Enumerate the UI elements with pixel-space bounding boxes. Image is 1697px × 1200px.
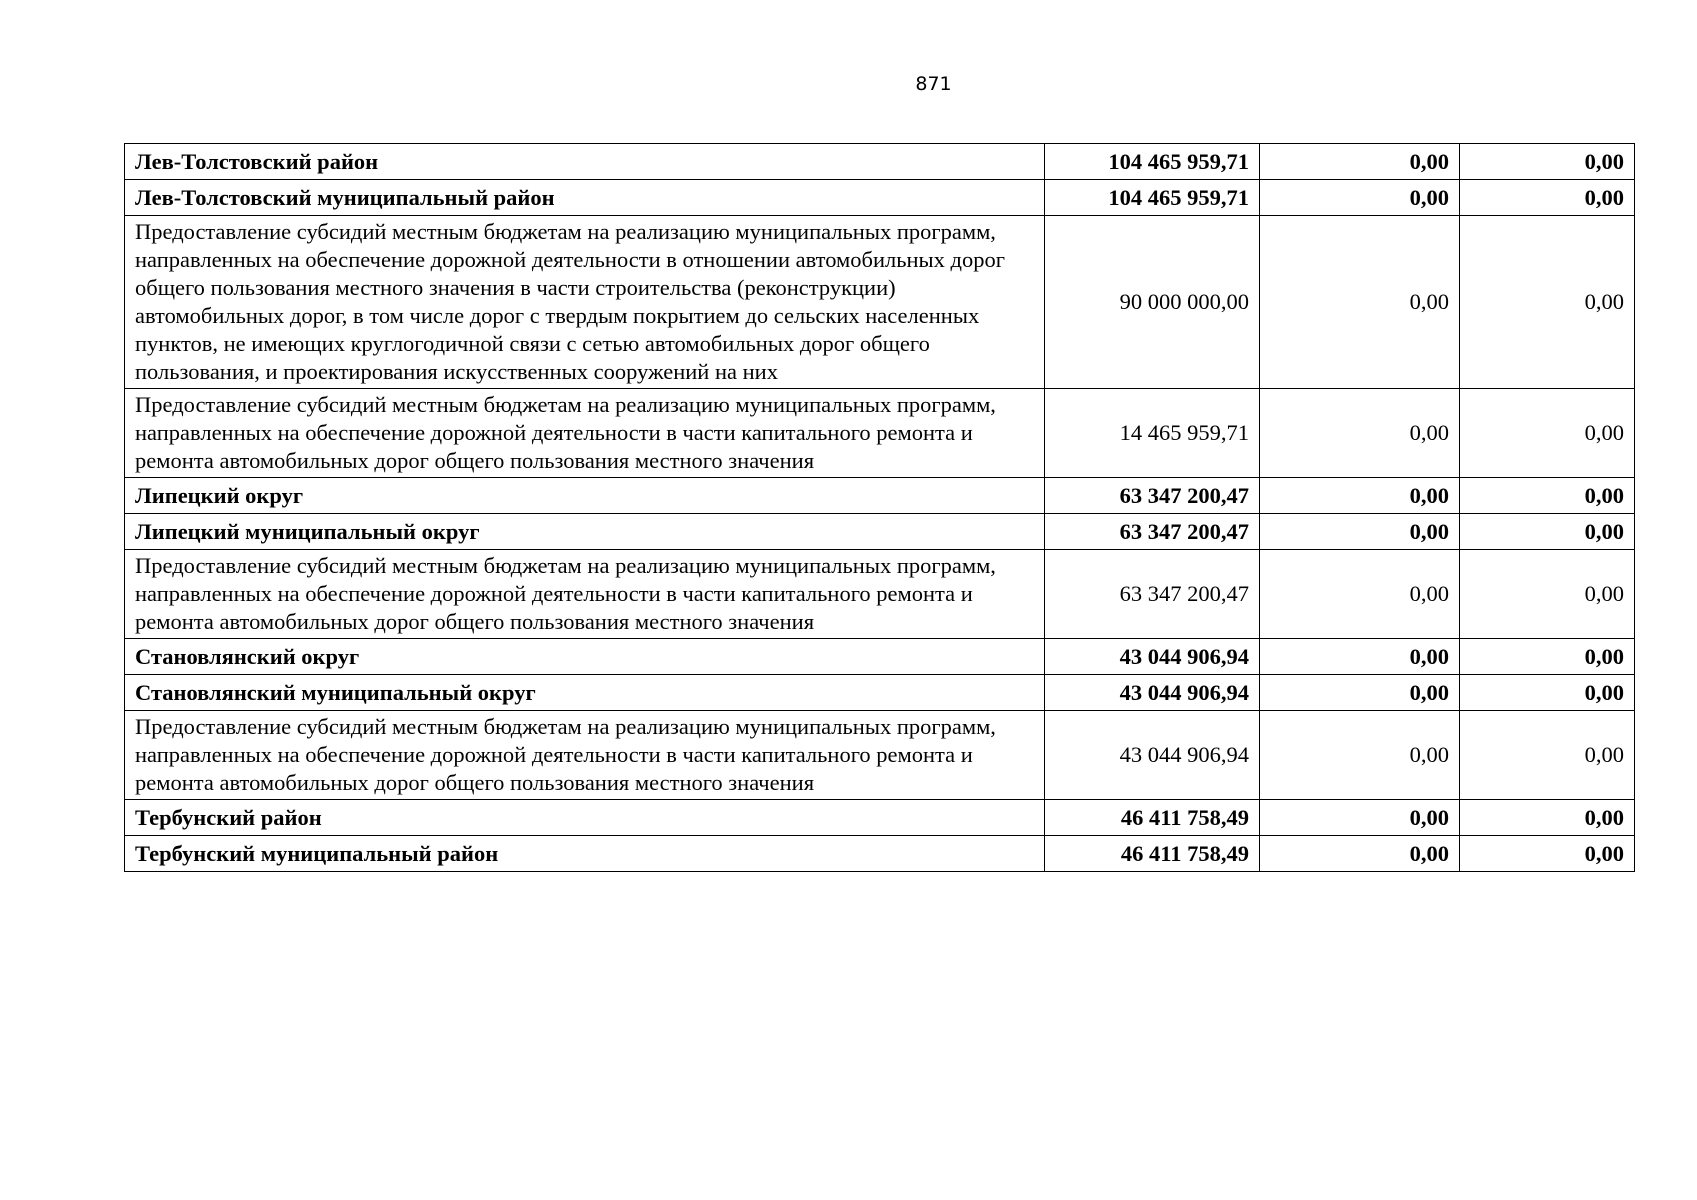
row-value-2-cell: 0,00 xyxy=(1260,389,1460,478)
row-value-1-cell: 43 044 906,94 xyxy=(1045,711,1260,800)
row-value-2-cell: 0,00 xyxy=(1260,478,1460,514)
row-value-3-cell: 0,00 xyxy=(1460,478,1635,514)
table-row-summary xyxy=(125,800,1635,836)
row-value-3-cell: 0,00 xyxy=(1460,144,1635,180)
row-value-3-cell: 0,00 xyxy=(1460,675,1635,711)
row-name-cell: Тербунский муниципальный район xyxy=(125,836,1045,872)
row-name-cell: Предоставление субсидий местным бюджетам на реализацию муниципальных программ, направленных на обеспечение дорожной деятельности в отношении автомобильных дорог общего пользования местного значения в части строительства (реконструкции) автомобильных дорог, в том числе дорог с твердым покрытием до сельских населенных пунктов, не имеющих круглогодичной связи с сетью автомобильных дорог общего пользования, и проектирования искусственных сооружений на них xyxy=(125,216,1045,389)
row-value-3-cell: 0,00 xyxy=(1460,800,1635,836)
row-value-1-cell: 63 347 200,47 xyxy=(1045,478,1260,514)
row-value-2-cell: 0,00 xyxy=(1260,711,1460,800)
row-value-1-cell: 63 347 200,47 xyxy=(1045,550,1260,639)
row-name-cell: Тербунский район xyxy=(125,800,1045,836)
table-row-summary xyxy=(125,836,1635,872)
table-row-summary xyxy=(125,180,1635,216)
row-value-1-cell: 46 411 758,49 xyxy=(1045,800,1260,836)
row-value-1-cell: 43 044 906,94 xyxy=(1045,675,1260,711)
row-name-cell: Предоставление субсидий местным бюджетам на реализацию муниципальных программ, направленных на обеспечение дорожной деятельности в части капитального ремонта и ремонта автомобильных дорог общего пользования местного значения xyxy=(125,550,1045,639)
row-name-cell: Липецкий муниципальный округ xyxy=(125,514,1045,550)
table-row-summary xyxy=(125,639,1635,675)
row-value-3-cell: 0,00 xyxy=(1460,836,1635,872)
table-row-detail xyxy=(125,550,1635,639)
table-row-summary xyxy=(125,514,1635,550)
row-value-1-cell: 104 465 959,71 xyxy=(1045,180,1260,216)
row-name-cell: Становлянский муниципальный округ xyxy=(125,675,1045,711)
row-value-3-cell: 0,00 xyxy=(1460,216,1635,389)
row-value-1-cell: 63 347 200,47 xyxy=(1045,514,1260,550)
budget-table-body xyxy=(125,144,1635,872)
page-number: 871 xyxy=(915,73,952,95)
row-name-cell: Лев-Толстовский муниципальный район xyxy=(125,180,1045,216)
row-value-2-cell: 0,00 xyxy=(1260,216,1460,389)
table-row-detail xyxy=(125,711,1635,800)
budget-table-container xyxy=(124,143,1634,872)
row-value-2-cell: 0,00 xyxy=(1260,180,1460,216)
table-row-summary xyxy=(125,478,1635,514)
row-value-2-cell: 0,00 xyxy=(1260,550,1460,639)
row-value-3-cell: 0,00 xyxy=(1460,180,1635,216)
row-value-3-cell: 0,00 xyxy=(1460,514,1635,550)
row-value-1-cell: 104 465 959,71 xyxy=(1045,144,1260,180)
row-name-cell: Лев-Толстовский район xyxy=(125,144,1045,180)
row-value-1-cell: 90 000 000,00 xyxy=(1045,216,1260,389)
table-row-detail xyxy=(125,216,1635,389)
row-value-3-cell: 0,00 xyxy=(1460,550,1635,639)
row-name-cell: Становлянский округ xyxy=(125,639,1045,675)
row-value-1-cell: 46 411 758,49 xyxy=(1045,836,1260,872)
row-value-2-cell: 0,00 xyxy=(1260,514,1460,550)
row-value-2-cell: 0,00 xyxy=(1260,639,1460,675)
row-value-1-cell: 43 044 906,94 xyxy=(1045,639,1260,675)
row-name-cell: Липецкий округ xyxy=(125,478,1045,514)
budget-table xyxy=(124,143,1635,872)
row-name-cell: Предоставление субсидий местным бюджетам на реализацию муниципальных программ, направленных на обеспечение дорожной деятельности в части капитального ремонта и ремонта автомобильных дорог общего пользования местного значения xyxy=(125,389,1045,478)
row-value-1-cell: 14 465 959,71 xyxy=(1045,389,1260,478)
table-row-detail xyxy=(125,389,1635,478)
row-name-cell: Предоставление субсидий местным бюджетам на реализацию муниципальных программ, направленных на обеспечение дорожной деятельности в части капитального ремонта и ремонта автомобильных дорог общего пользования местного значения xyxy=(125,711,1045,800)
row-value-3-cell: 0,00 xyxy=(1460,389,1635,478)
row-value-3-cell: 0,00 xyxy=(1460,639,1635,675)
row-value-2-cell: 0,00 xyxy=(1260,675,1460,711)
row-value-2-cell: 0,00 xyxy=(1260,800,1460,836)
row-value-2-cell: 0,00 xyxy=(1260,144,1460,180)
row-value-3-cell: 0,00 xyxy=(1460,711,1635,800)
table-row-summary xyxy=(125,675,1635,711)
row-value-2-cell: 0,00 xyxy=(1260,836,1460,872)
table-row-summary xyxy=(125,144,1635,180)
